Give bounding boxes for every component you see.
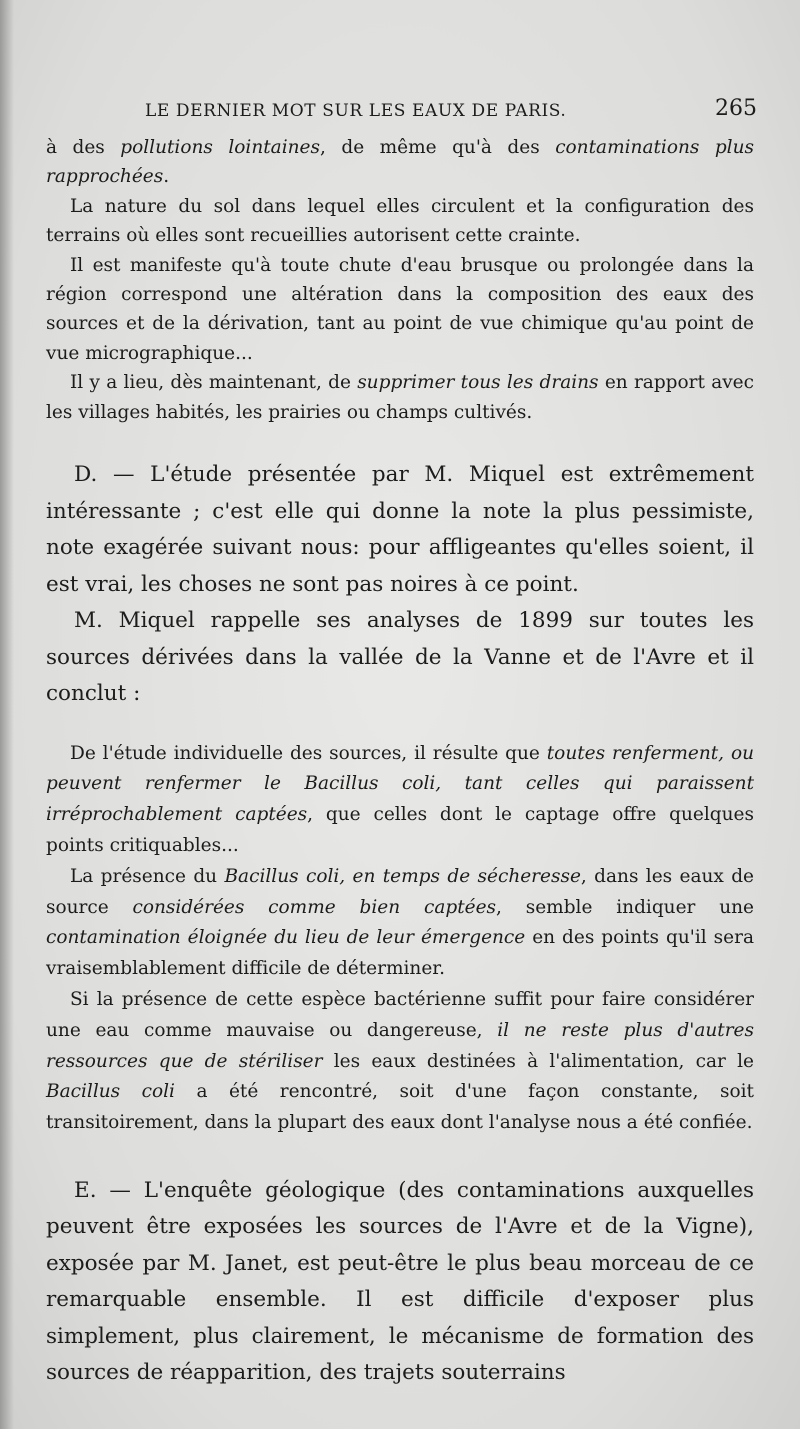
page-gutter-shadow: [0, 0, 14, 1429]
page-body: [46, 133, 754, 1392]
running-title: LE DERNIER MOT SUR LES EAUX DE PARIS.: [145, 101, 567, 121]
quote-presence-bacillus: La présence du Bacillus coli, en temps de sécheresse, dans les eaux de source considérées comme bien captées, semble indiquer une contamination éloignée du lieu de leur émergence en des points qu'il sera vraisemblablement difficile de déterminer.: [46, 865, 754, 980]
page-number: 265: [715, 96, 757, 121]
paragraph-chute-d-eau: Il est manifeste qu'à toute chute d'eau brusque ou prolongée dans la région correspond une altération dans la composition des eaux des sources et de la dérivation, tant au point de vue chimique qu'au point de vue micrographique...: [46, 254, 754, 364]
paragraph-section-d: D. — L'étude présentée par M. Miquel est extrêmement intéressante ; c'est elle qui donne la note la plus pessimiste, note exagérée suivant nous: pour affligeantes qu'elles soient, il est vrai, les choses ne sont pas noires à ce point.: [46, 462, 754, 597]
page-header: [145, 96, 757, 128]
quote-steriliser: Si la présence de cette espèce bactérienne suffit pour faire considérer une eau comme mauvaise ou dangereuse, il ne reste plus d'autres ressources que de stériliser les eaux destinées à l'alimentation, car le Bacillus coli a été rencontré, soit d'une façon constante, soit transitoirement, dans la plupart des eaux dont l'analyse nous a été confiée.: [46, 988, 754, 1134]
paragraph-supprimer-drains: Il y a lieu, dès maintenant, de supprimer tous les drains en rapport avec les villages habités, les prairies ou champs cultivés.: [46, 372, 754, 423]
paragraph-nature-du-sol: La nature du sol dans lequel elles circulent et la configuration des terrains où elles sont recueillies autorisent cette crainte.: [46, 195, 754, 247]
paragraph-section-e: E. — L'enquête géologique (des contaminations auxquelles peuvent être exposées les sources de l'Avre et de la Vigne), exposée par M. Janet, est peut-être le plus beau morceau de ce remarquable ensemble. Il est difficile d'exposer plus simplement, plus clairement, le mécanisme de formation des sources de réapparition, des trajets souterrains: [46, 1177, 754, 1386]
paragraph-pollutions: à des pollutions lointaines, de même qu'à des contaminations plus rapprochées.: [46, 137, 755, 188]
paragraph-miquel-analyses: M. Miquel rappelle ses analyses de 1899 sur toutes les sources dérivées dans la vallée de la Vanne et de l'Avre et il conclut :: [46, 608, 754, 707]
quote-etude-individuelle: De l'étude individuelle des sources, il résulte que toutes renferment, ou peuvent renfermer le Bacillus coli, tant celles qui paraissent irréprochablement captées, que celles dont le captage offre quelques points critiquables...: [46, 742, 754, 856]
